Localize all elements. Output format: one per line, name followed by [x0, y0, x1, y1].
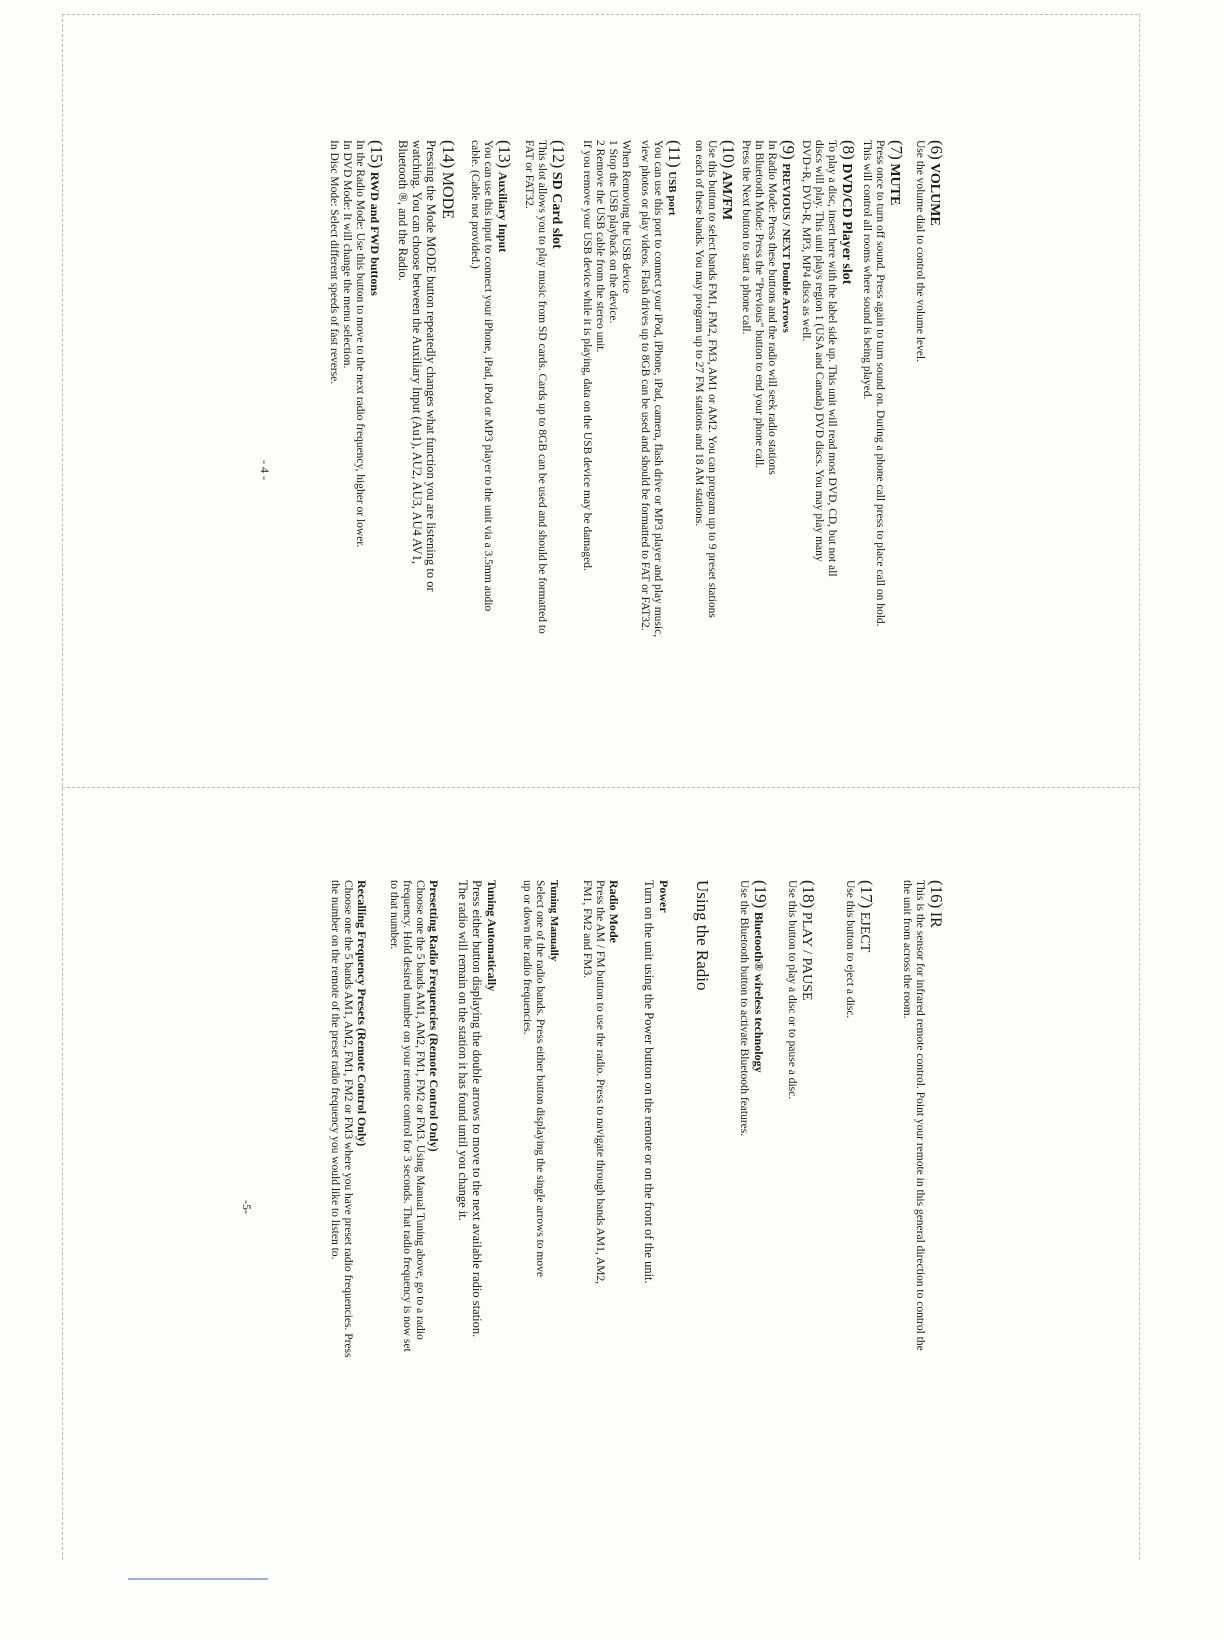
- section-previous-next: [739, 140, 796, 860]
- section-line: frequency. Hold desired number on your remote control for 3 seconds. That radio frequency is now set: [401, 880, 413, 1352]
- section-line: Use the Bluetooth button to activate Bluetooth features.: [738, 880, 750, 1137]
- section-radio-mode: [580, 880, 622, 1640]
- section-line: watching. You can choose between the Auxiliary Input (Au1), AU2, AU3, AU4 AV1,: [410, 140, 424, 565]
- section-tuning-automatically: [456, 880, 500, 1640]
- section-line: To play a disc, insert here with the label side up. This unit will read most DVD, CD, but not all: [826, 140, 838, 577]
- section-line: to that number.: [388, 880, 400, 950]
- section-presetting: [387, 880, 442, 1640]
- section-line: on each of these bands. You may program up to 27 FM stations and 18 AM stations.: [693, 140, 705, 527]
- section-line: Use this button to play a disc or to pause a disc.: [786, 880, 798, 1100]
- section-line: Choose one the 5 bands AM1, AM2, FM1, FM2 or FM3. Using Manual Tuning above, go to a radio: [414, 880, 426, 1340]
- section-line: In Radio Mode: Press these buttons and the radio will seek radio stations: [766, 140, 778, 475]
- section-tuning-manually: [520, 880, 562, 1640]
- section-line: up or down the radio frequencies.: [521, 880, 533, 1035]
- page-5: [24, 880, 944, 1640]
- section-line: the number on the remote of the preset radio frequency you would like to listen to.: [329, 880, 341, 1260]
- section-line: This will control all rooms where sound is being played.: [861, 140, 873, 400]
- section-title: PREVIOUS / NEXT Double Arrows: [780, 163, 792, 333]
- section-usb-removal: [580, 140, 632, 860]
- section-title: IR: [927, 911, 944, 928]
- section-title: MUTE: [887, 163, 902, 206]
- section-ir: [900, 880, 944, 1640]
- using-the-radio-title: [692, 880, 712, 1640]
- radio-heading: Using the Radio: [693, 880, 712, 991]
- section-number: (12): [549, 140, 568, 169]
- section-volume: [913, 140, 944, 860]
- section-recalling: [328, 880, 370, 1640]
- section-rwd-fwd: [327, 140, 384, 860]
- section-line: FM1, FM2 and FM3.: [581, 880, 593, 979]
- section-line: discs will play. This unit plays region 1 (USA and Canada) DVD discs. You may play many: [813, 140, 825, 562]
- section-sd-card: [522, 140, 566, 860]
- section-title: USB port: [666, 171, 678, 216]
- section-line: Use this button to eject a disc.: [844, 880, 856, 1019]
- section-line: Bluetooth ®, and the Radio.: [396, 140, 410, 281]
- section-line: The radio will remain on the station it has found until you change it.: [456, 880, 470, 1221]
- section-line: Use this button to select bands FM1, FM2, FM3, AM1 or AM2. You can program up to 9 preset stations: [706, 140, 718, 618]
- section-line: Pressing the Mode MODE button repeatedly changes what function you are listening to or: [424, 140, 438, 592]
- section-title: PLAY / PAUSE: [799, 911, 814, 1001]
- section-dvd-cd-slot: [799, 140, 856, 860]
- section-title: Tuning Manually: [548, 880, 560, 962]
- section-title: EJECT: [857, 911, 872, 953]
- section-line: view photos or play videos. Flash drives up to 8GB can be used and should be formatted to FAT or FAT32.: [639, 140, 651, 631]
- section-number: (14): [439, 140, 458, 169]
- section-line: Press the Next button to start a phone call.: [740, 140, 752, 335]
- page-number: - 4 -: [258, 460, 272, 480]
- section-line: This is the sensor for infrared remote control. Point your remote in this general direction to control the: [914, 880, 926, 1351]
- section-title: Bluetooth® wireless technology: [752, 911, 766, 1073]
- section-play-pause: [785, 880, 816, 1640]
- section-title: Radio Mode: [607, 880, 621, 943]
- section-number: (8): [839, 140, 858, 160]
- section-line: Press either button displaying the double arrows to move to the next available radio station.: [470, 880, 484, 1338]
- section-line: FAT or FAT32.: [523, 140, 535, 209]
- section-title: RWD and FWD buttons: [368, 171, 382, 296]
- section-line: You can use this input to connect your iPhone, iPad, iPod or MP3 player to the unit via a 3.5mm audio: [482, 140, 494, 612]
- section-bluetooth: [737, 880, 768, 1640]
- section-line: When Removing the USB device: [620, 140, 632, 294]
- section-number: (7): [887, 140, 906, 160]
- section-number: (6): [927, 140, 946, 160]
- section-title: AM/FM: [719, 171, 734, 221]
- section-title: Power: [657, 880, 671, 913]
- section-title: DVD/CD Player slot: [839, 163, 854, 285]
- section-usb-port: [638, 140, 682, 860]
- section-line: Use the volume dial to control the volume level.: [914, 140, 926, 362]
- section-line: Turn on the unit using the Power button on the remote or on the front of the unit.: [642, 880, 656, 1284]
- section-line: Select one of the radio bands. Press either button displaying the single arrows to move: [534, 880, 546, 1277]
- section-line: You can use this port to connect your iPod, iPhone, iPad, camera, flash drive or MP3 player and play music,: [652, 140, 664, 638]
- section-number: (11): [665, 140, 684, 168]
- section-line: In the Radio Mode: Use this button to move to the next radio frequency, higher or lower.: [354, 140, 366, 548]
- section-line: In Bluetooth Mode: Press the "Previous" button to end your phone call.: [753, 140, 765, 469]
- section-line: This slot allows you to play music from SD cards. Cards up to 8GB can be used and should be formatted to: [536, 140, 548, 634]
- section-title: MODE: [439, 171, 456, 219]
- section-title: Tuning Automatically: [485, 880, 499, 992]
- section-title: Auxiliary Input: [496, 171, 510, 253]
- section-number: (19): [751, 880, 770, 909]
- section-number: (9): [779, 140, 798, 160]
- section-number: (13): [495, 140, 514, 169]
- section-number: (18): [799, 880, 818, 909]
- section-title: SD Card slot: [549, 171, 564, 249]
- section-line: DVD+R, DVD-R, MP3, MP4 discs as well.: [800, 140, 812, 342]
- section-title: VOLUME: [927, 163, 942, 226]
- section-line: 1 Stop the USB playback on the device.: [607, 140, 619, 324]
- section-line: Press the AM / FM button to use the radio. Press to navigate through bands AM1, AM2,: [594, 880, 606, 1285]
- section-line: cable. (Cable not provided.): [469, 140, 481, 269]
- section-am-fm: [692, 140, 736, 860]
- section-line: In Disc Mode: Select different speeds of fast reverse.: [328, 140, 340, 385]
- section-mode: [396, 140, 456, 860]
- section-power: [642, 880, 672, 1640]
- section-line: If you remove your USB device while it is playing, data on the USB device may be damaged.: [581, 140, 593, 571]
- section-eject: [843, 880, 874, 1640]
- section-number: (10): [719, 140, 738, 169]
- section-line: In DVD Mode: It will change the menu selection.: [341, 140, 353, 369]
- section-line: Choose one the 5 bands AM1, AM2, FM1, FM2 or FM3 where you have preset radio frequencies. Press: [342, 880, 354, 1358]
- section-mute: [860, 140, 904, 860]
- section-number: (16): [927, 880, 946, 909]
- section-number: (17): [857, 880, 876, 909]
- page-4: [24, 140, 944, 860]
- page-border-top: [62, 14, 1138, 15]
- section-line: 2 Remove the USB cable from the stereo unit.: [594, 140, 606, 353]
- section-title: Presetting Radio Frequencies (Remote Control Only): [427, 880, 441, 1152]
- section-line: the unit from across the room.: [901, 880, 913, 1019]
- section-number: (15): [367, 140, 386, 169]
- page-number: -5-: [240, 1200, 254, 1214]
- section-aux-input: [468, 140, 512, 860]
- section-line: Press once to turn off sound. Press again to turn sound on. During a phone call press to place call on hold.: [874, 140, 886, 627]
- section-title: Recalling Frequency Presets (Remote Control Only): [355, 880, 369, 1147]
